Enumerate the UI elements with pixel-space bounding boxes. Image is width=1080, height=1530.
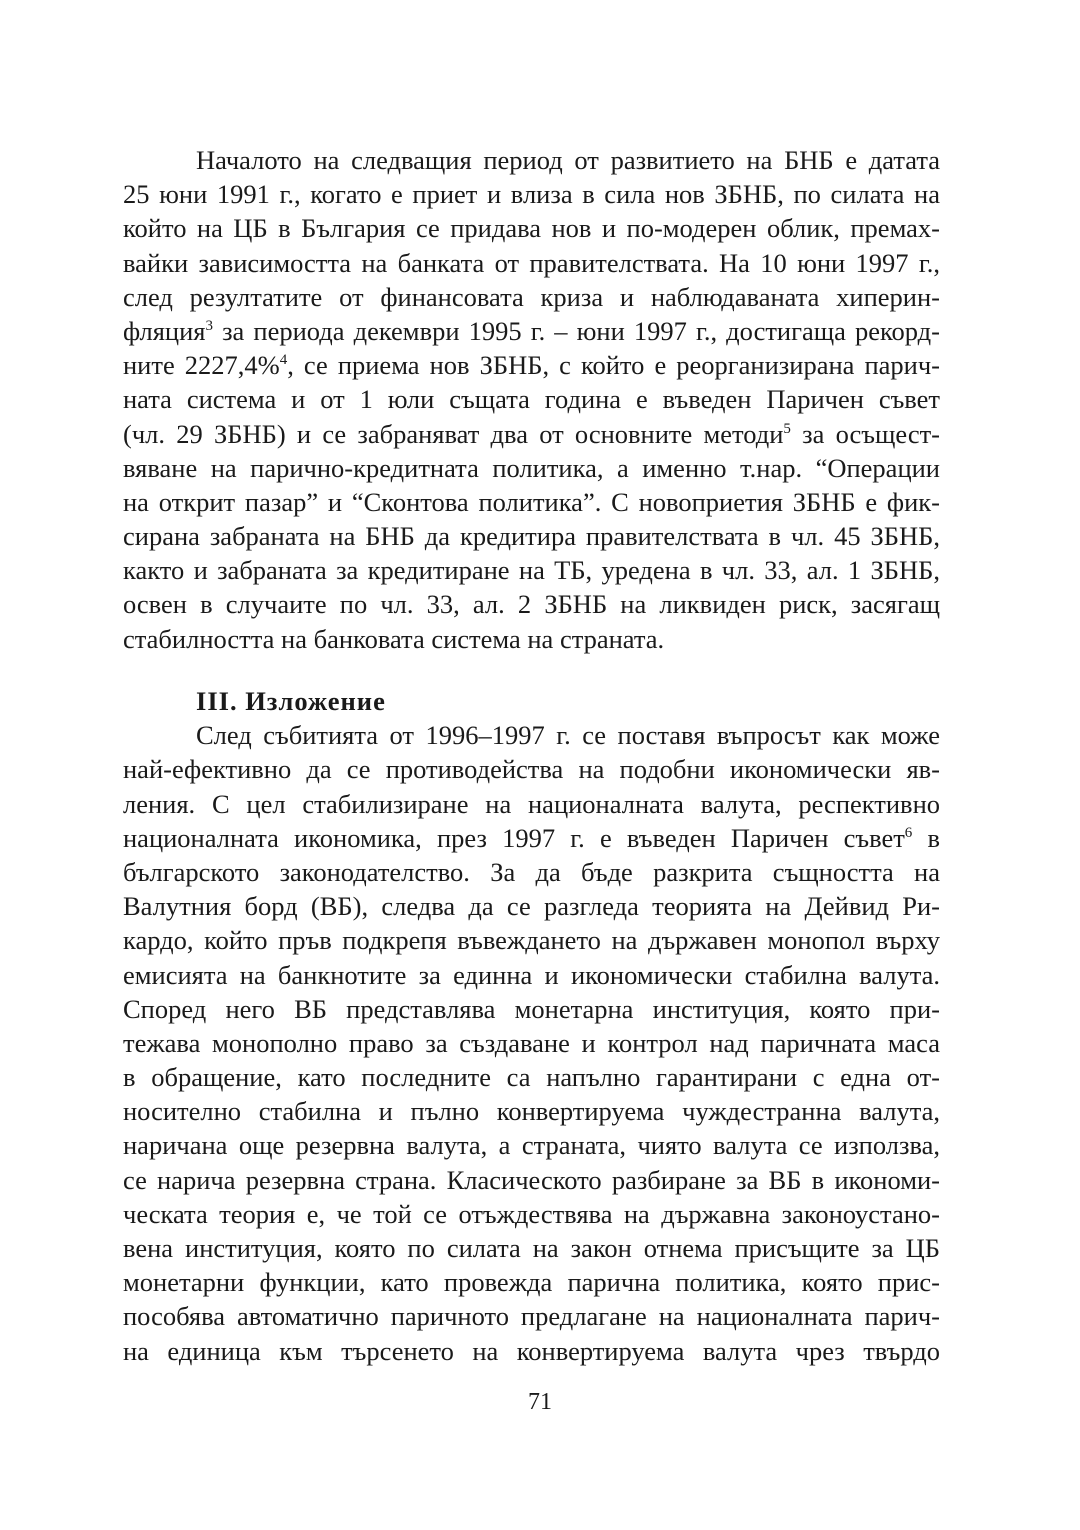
text-line: се нарича резервна страна. Класическото разбиране за ВБ в икономи- [123, 1164, 940, 1195]
text-segment: за осъщест- [790, 418, 940, 449]
text-line: българското законодателство. За да бъде разкрита същността на [123, 856, 940, 887]
text-line: монетарни функции, като провежда парична политика, която прис- [123, 1267, 940, 1298]
text-line: след резултатите от финансовата криза и наблюдаваната хиперин- [123, 281, 940, 312]
text-segment: ните 2227,4% [123, 350, 280, 381]
text-line: 25 юни 1991 г., когато е приет и влиза в сила нов ЗБНБ, по силата на [123, 179, 940, 210]
footnote-ref: 5 [783, 420, 791, 437]
text-line: на открит пазар” и “Сконтова политика”. С новоприетия ЗБНБ е фик- [123, 486, 940, 517]
text-line [123, 314, 940, 348]
text-line: вайки зависимостта на банката от правителствата. На 10 юни 1997 г., [123, 247, 940, 278]
page-number: 71 [528, 1389, 552, 1415]
footnote-ref: 4 [279, 352, 288, 369]
text-line: ления. С цел стабилизиране на националната валута, респективно [123, 788, 940, 819]
text-segment: националната икономика, през 1997 г. е въведен Паричен съвет [123, 822, 905, 853]
text-line: Началото на следващия период от развитието на БНБ е датата [196, 145, 940, 175]
text-line: кардо, който пръв подкрепя въвеждането на държавен монопол върху [123, 925, 940, 956]
text-line: носително стабилна и пълно конвертируема чуждестранна валута, [123, 1096, 940, 1127]
text-line: вена институция, която по силата на закон отнема присъщите за ЦБ [123, 1233, 940, 1263]
footnote-ref: 3 [205, 317, 213, 334]
text-line: ческата теория е, че той се отъждествява на държавна законоустано- [123, 1198, 940, 1229]
text-line: който на ЦБ в България се придава нов и по-модерен облик, премах- [123, 213, 940, 244]
text-line [123, 417, 940, 451]
text-line: в обращение, като последните са напълно гарантирани с една от- [123, 1062, 940, 1093]
text-line: на единица към търсенето на конвертируема валута чрез твърдо [123, 1335, 940, 1366]
text-line: наричана още резервна валута, а страната, чиято валута се използва, [123, 1130, 940, 1161]
section-body [123, 684, 940, 1368]
text-line: След събитията от 1996–1997 г. се поставя въпросът как може [196, 720, 940, 751]
section-heading: III. Изложение [196, 686, 386, 716]
text-line: освен в случаите по чл. 33, ал. 2 ЗБНБ на ликвиден риск, засягащ [123, 589, 940, 620]
text-line: стабилността на банковата система на страната. [123, 623, 665, 654]
text-line: както и забраната за кредитиране на ТБ, уредена в чл. 33, ал. 1 ЗБНБ, [123, 555, 940, 586]
text-line: най-ефективно да се противодейства на подобни икономически яв- [123, 754, 940, 785]
text-line [123, 821, 940, 855]
text-segment: , се приема нов ЗБНБ, с който е реорганизирана парич- [287, 350, 940, 381]
text-segment: в [912, 822, 940, 853]
text-line: Валутния борд (ВБ), следва да се разгледа теорията на Дейвид Ри- [123, 891, 940, 922]
intro-paragraph [123, 143, 940, 656]
text-line: пособява автоматично паричното предлагане на националната парич- [123, 1301, 940, 1332]
text-line: вяване на парично-кредитната политика, а именно т.нар. “Операции [123, 452, 940, 483]
footnote-ref: 6 [904, 824, 913, 841]
text-line: Според него ВБ представлява монетарна институция, която при- [123, 993, 940, 1024]
text-line: ната система и от 1 юли същата година е въведен Паричен съвет [123, 384, 940, 415]
text-line [123, 348, 940, 382]
text-segment: за периода декември 1995 г. – юни 1997 г., достигаща рекорд- [212, 315, 940, 346]
text-line: емисията на банкнотите за единна и икономически стабилна валута. [123, 959, 940, 990]
text-line: тежава монополно право за създаване и контрол над паричната маса [123, 1027, 940, 1058]
text-segment: (чл. 29 ЗБНБ) и се забраняват два от основните методи [123, 418, 784, 449]
text-segment: фляция [123, 315, 206, 346]
text-line: сирана забраната на БНБ да кредитира правителствата в чл. 45 ЗБНБ, [123, 521, 940, 552]
